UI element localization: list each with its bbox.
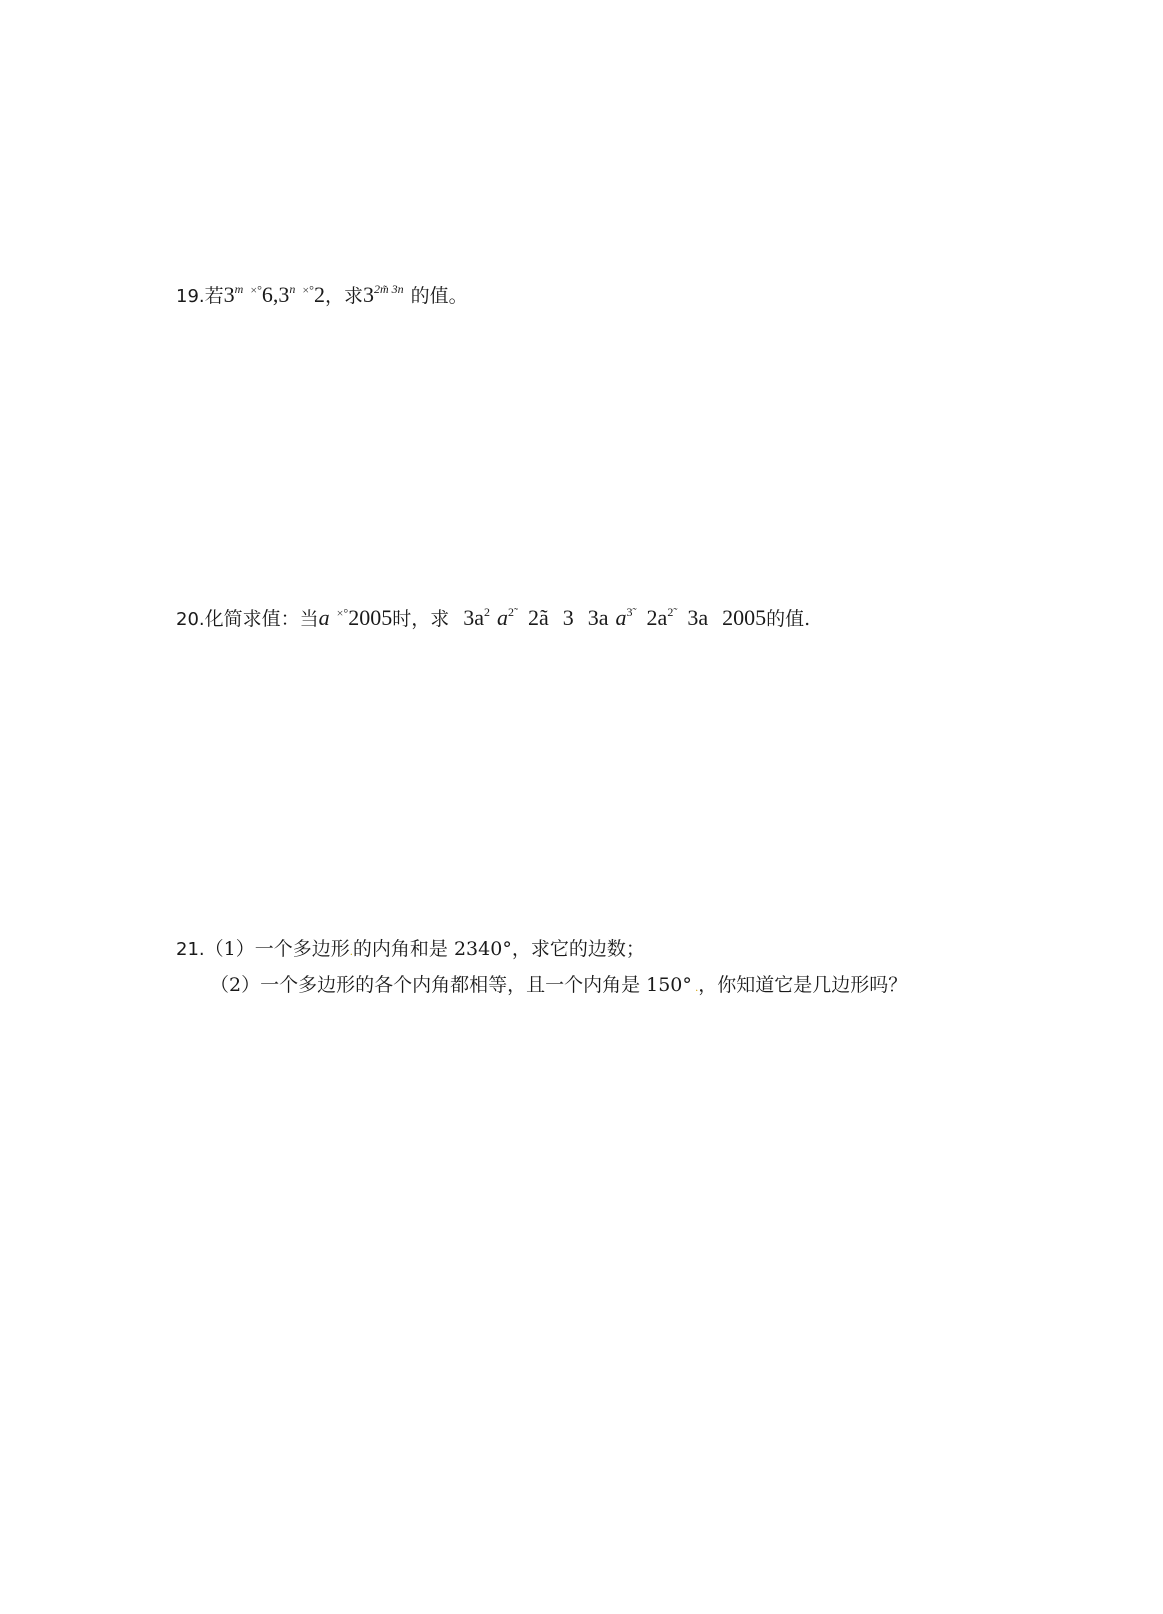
problem-21-part1-rest: 的内角和是 2340°，求它的边数； bbox=[352, 938, 645, 960]
problem-19-mid: ，求 bbox=[324, 285, 363, 307]
problem-19 bbox=[176, 283, 468, 306]
highlight-mark: . bbox=[691, 983, 699, 994]
problem-19-lead: 若 bbox=[204, 285, 224, 307]
problem-20 bbox=[176, 606, 810, 629]
problem-20-expression: $3a^2$ $a^{2̃}$ 2ã 3 3a $a^{3̃}$ $2a^{2̃}$ 3a 2005 bbox=[463, 605, 767, 630]
problem-20-tail: 的值. bbox=[766, 608, 811, 630]
problem-21-part2 bbox=[210, 976, 907, 995]
problem-21-part2-text: （2）一个多边形的各个内角都相等，且一个内角是 150° bbox=[210, 974, 692, 996]
problem-21-part1-text: （1）一个多边形 bbox=[204, 938, 350, 960]
problem-19-eq1: 3$^m$ ×°6,3$^n$ ×°2 bbox=[223, 282, 325, 307]
problem-20-lead: 化简求值：当 bbox=[204, 608, 319, 630]
highlight-mark: . bbox=[349, 947, 353, 958]
problem-20-number: 20. bbox=[176, 609, 205, 630]
problem-19-number: 19. bbox=[176, 286, 205, 307]
problem-19-tail: 的值。 bbox=[410, 285, 468, 307]
problem-21-number: 21. bbox=[176, 939, 205, 960]
problem-21-part1 bbox=[176, 940, 645, 959]
problem-20-condition: a ×°2005 bbox=[318, 605, 393, 630]
problem-19-eq2: $3^{2m̃ 3n}$ bbox=[363, 282, 404, 307]
problem-21-part2-rest: ，你知道它是几边形吗？ bbox=[698, 974, 908, 996]
problem-20-mid: 时，求 bbox=[392, 608, 450, 630]
